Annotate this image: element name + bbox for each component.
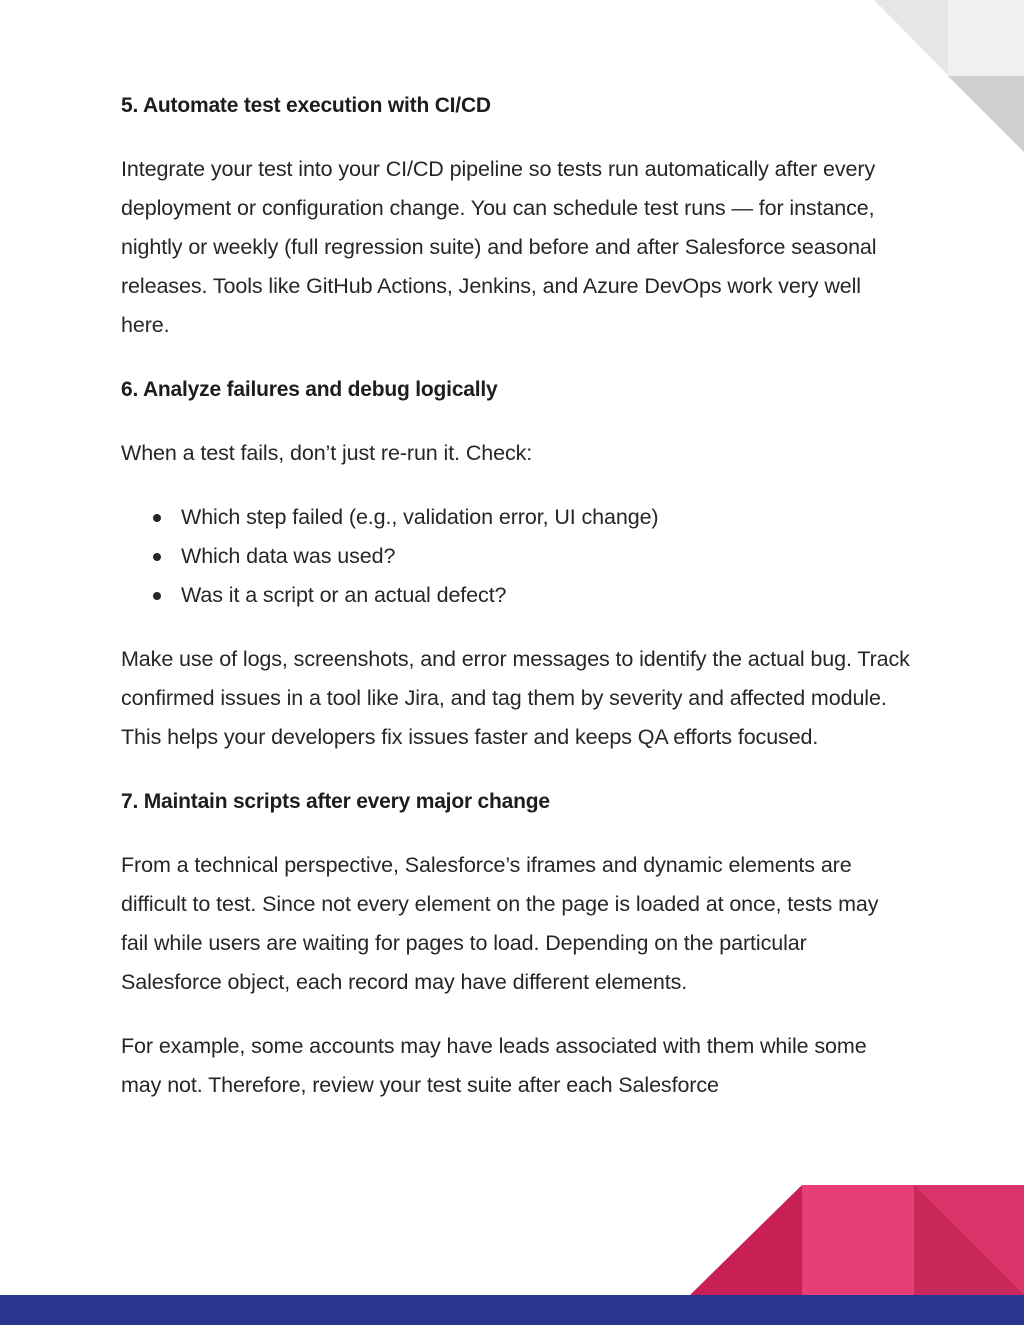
list-item bbox=[151, 498, 911, 537]
corner-shape-dark bbox=[948, 76, 1024, 152]
corner-shape-rose bbox=[914, 1185, 1024, 1295]
bullet-icon bbox=[153, 592, 161, 600]
section-heading-5: 5. Automate test execution with CI/CD bbox=[121, 94, 491, 117]
corner-shape-pink bbox=[802, 1185, 914, 1295]
list-item-text: Which step failed (e.g., validation error, UI change) bbox=[181, 505, 659, 529]
list-item bbox=[151, 537, 911, 576]
list-item-text: Which data was used? bbox=[181, 544, 396, 568]
section-7-paragraph-2: For example, some accounts may have leads associated with them while some may not. Therefore, review your test suite after each Salesforce bbox=[121, 1034, 867, 1097]
section-heading-6: 6. Analyze failures and debug logically bbox=[121, 378, 498, 401]
section-5-paragraph: Integrate your test into your CI/CD pipeline so tests run automatically after every deployment or configuration change. You can schedule test runs — for instance, nightly or weekly (full regression suite) and before and after Salesforce seasonal releases. Tools like GitHub Actions, Jenkins, and Azure DevOps work very well here. bbox=[121, 157, 877, 337]
list-item-text: Was it a script or an actual defect? bbox=[181, 583, 507, 607]
section-6-paragraph: Make use of logs, screenshots, and error messages to identify the actual bug. Track confirmed issues in a tool like Jira, and tag them by severity and affected module. This helps your developers fix issues faster and keeps QA efforts focused. bbox=[121, 647, 910, 749]
footer-bar bbox=[0, 1295, 1024, 1325]
section-7-paragraph-1: From a technical perspective, Salesforce’s iframes and dynamic elements are difficult to test. Since not every element on the page is loaded at once, tests may fail while users are waiting for pages to load. Depending on the particular Salesforce object, each record may have different elements. bbox=[121, 853, 879, 994]
check-list bbox=[121, 498, 911, 615]
corner-shape-crimson bbox=[690, 1185, 802, 1295]
article-body bbox=[121, 86, 911, 1130]
bullet-icon bbox=[153, 514, 161, 522]
section-6-intro: When a test fails, don’t just re-run it. Check: bbox=[121, 441, 533, 465]
corner-shape-square bbox=[948, 0, 1024, 76]
list-item bbox=[151, 576, 911, 615]
corner-decoration-bottom bbox=[690, 1185, 1024, 1325]
corner-shape-shadow bbox=[914, 1185, 1024, 1295]
section-heading-7: 7. Maintain scripts after every major change bbox=[121, 790, 550, 813]
bullet-icon bbox=[153, 553, 161, 561]
